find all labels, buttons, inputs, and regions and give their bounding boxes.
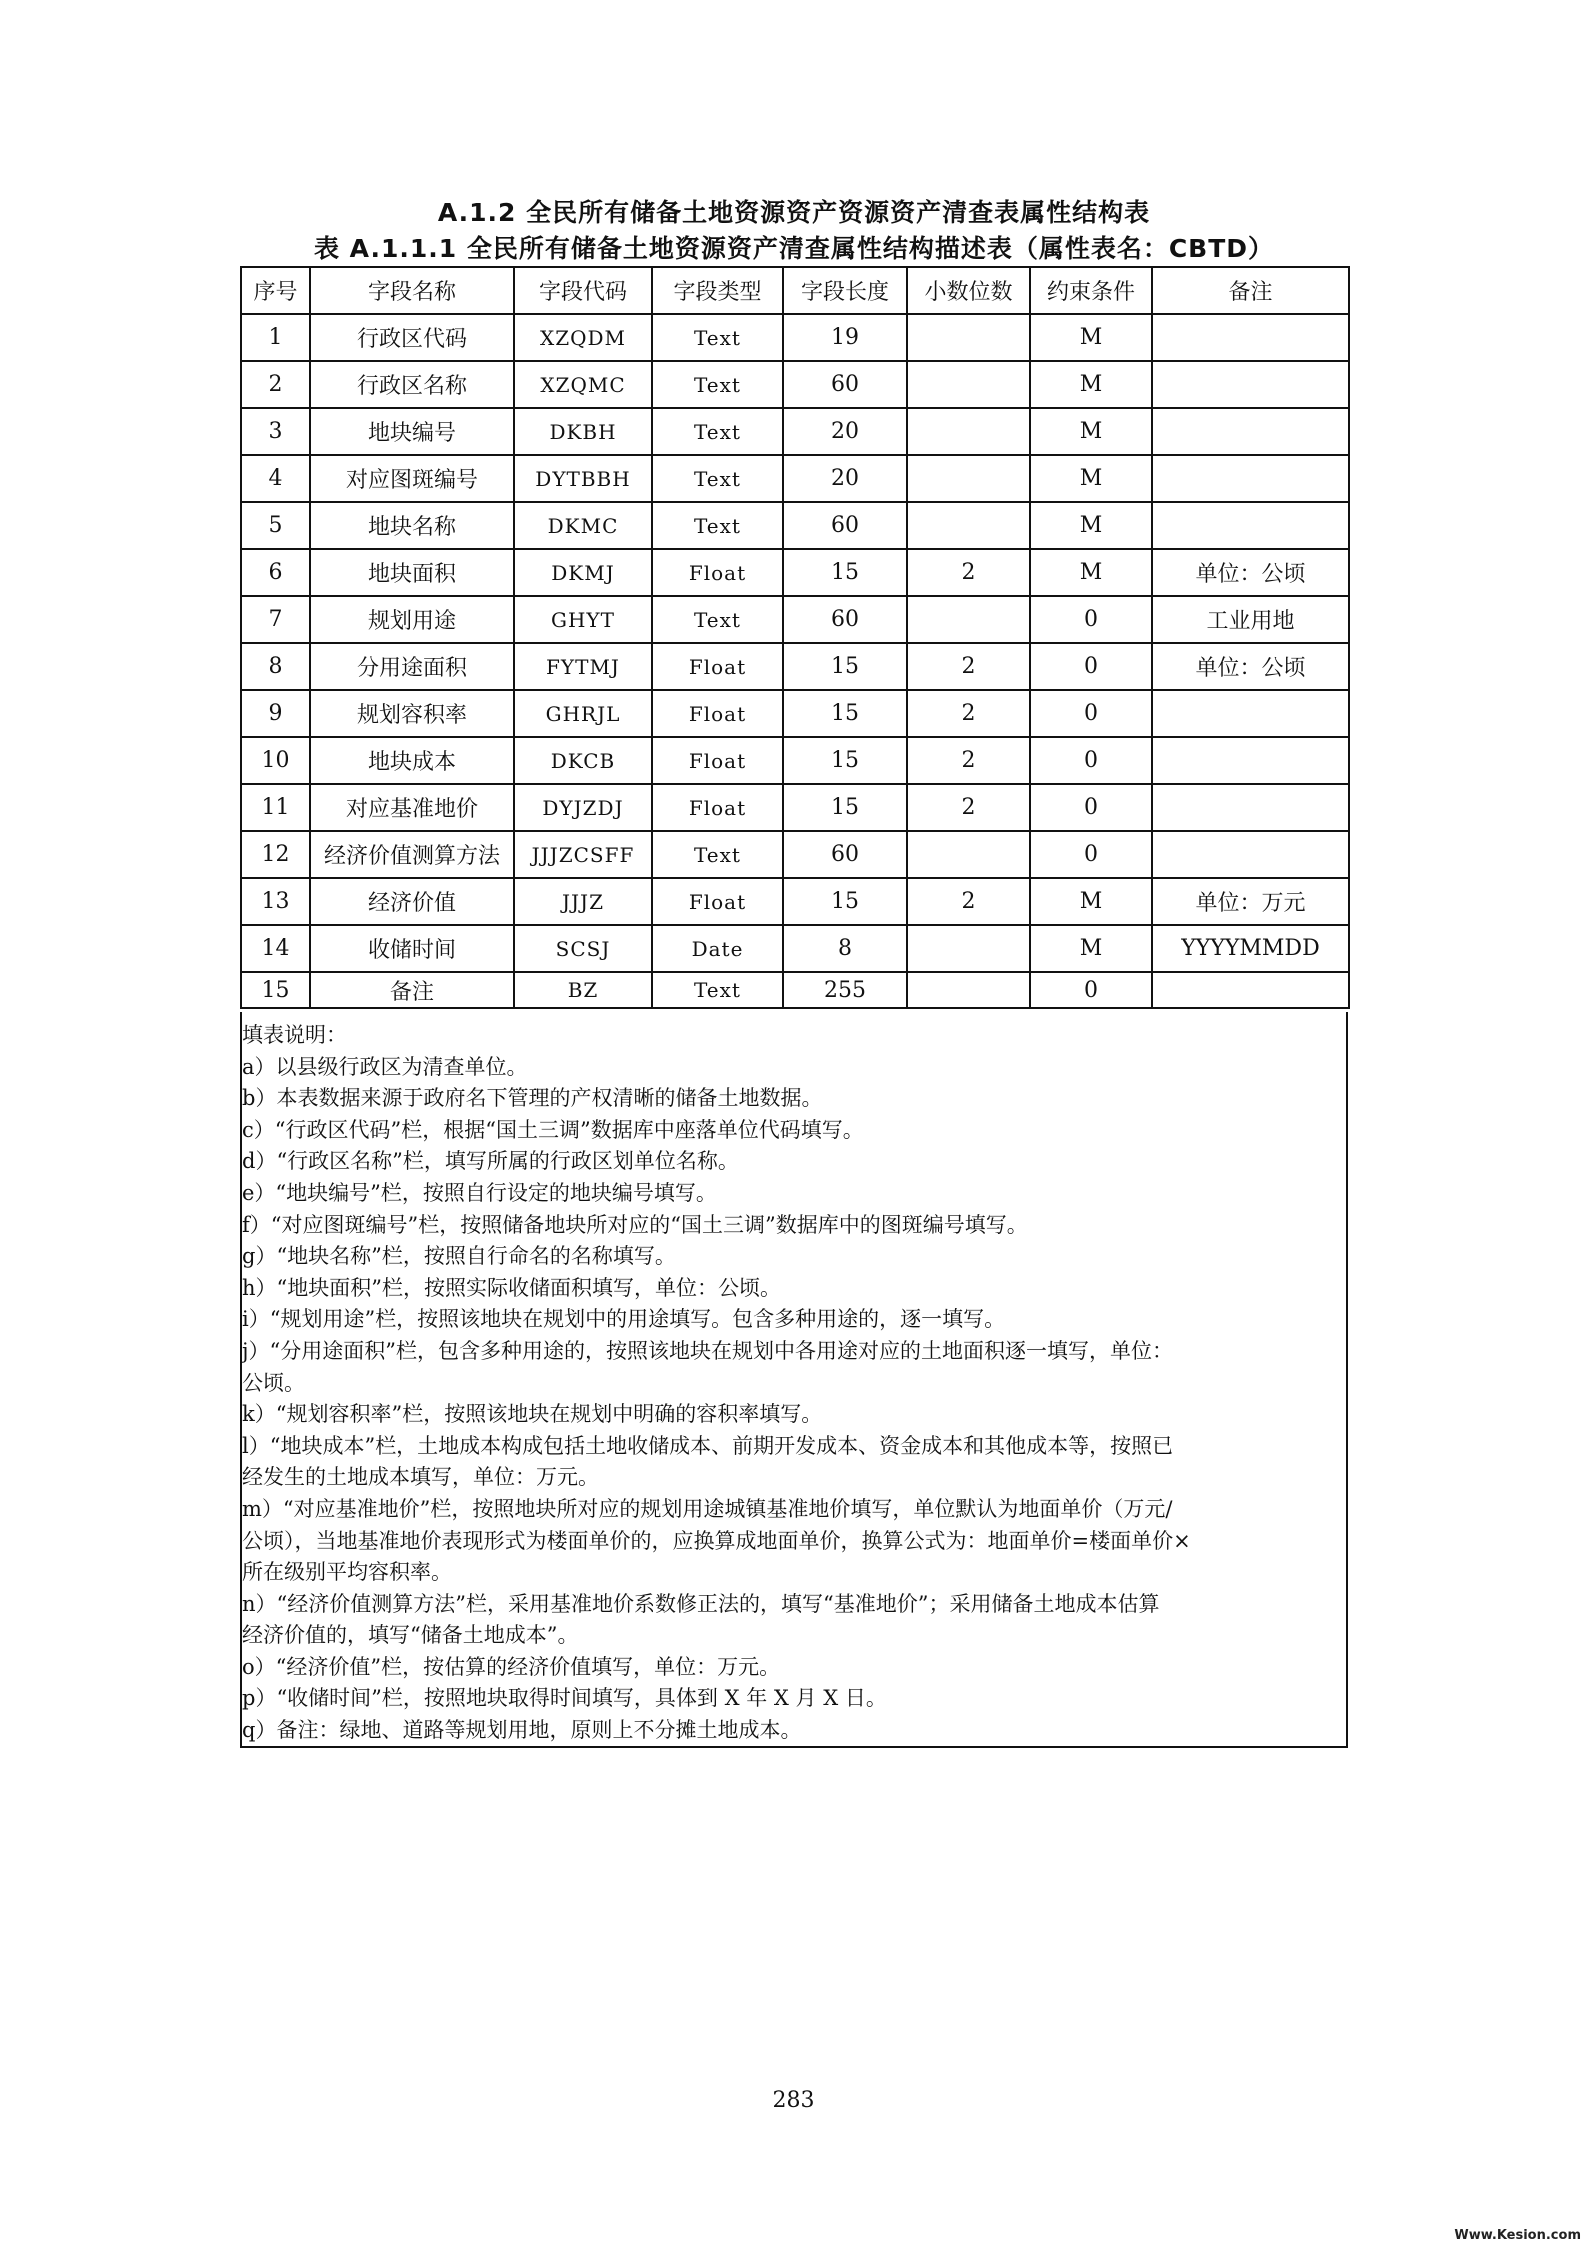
table-row — [241, 690, 1349, 737]
cell-remarks: 单位：公顷 — [1152, 549, 1349, 596]
cell-constraint: M — [1030, 408, 1152, 455]
cell-field-code: SCSJ — [514, 925, 652, 972]
instruction-line: f）“对应图斑编号”栏，按照储备地块所对应的“国土三调”数据库中的图斑编号填写。 — [242, 1212, 1028, 1237]
cell-field-type: Float — [652, 643, 783, 690]
instruction-line: o）“经济价值”栏，按估算的经济价值填写，单位：万元。 — [242, 1654, 781, 1679]
cell-field-name: 对应图斑编号 — [310, 455, 514, 502]
header-field-code: 字段代码 — [514, 267, 652, 314]
table-row — [241, 502, 1349, 549]
cell-decimal-places — [907, 925, 1030, 972]
header-field-name: 字段名称 — [310, 267, 514, 314]
cell-field-length: 60 — [783, 831, 907, 878]
cell-constraint: 0 — [1030, 831, 1152, 878]
instruction-line: q）备注：绿地、道路等规划用地，原则上不分摊土地成本。 — [242, 1718, 802, 1743]
header-field-type: 字段类型 — [652, 267, 783, 314]
cell-decimal-places: 2 — [907, 690, 1030, 737]
cell-index: 15 — [241, 972, 310, 1008]
instruction-line: b）本表数据来源于政府名下管理的产权清晰的储备土地数据。 — [242, 1086, 823, 1111]
cell-index: 14 — [241, 925, 310, 972]
table-row — [241, 878, 1349, 925]
cell-index: 13 — [241, 878, 310, 925]
cell-field-length: 20 — [783, 408, 907, 455]
cell-decimal-places — [907, 408, 1030, 455]
cell-field-type: Text — [652, 596, 783, 643]
instruction-line: m）“对应基准地价”栏，按照地块所对应的规划用途城镇基准地价填写，单位默认为地面单价（万元/ — [242, 1496, 1173, 1521]
instruction-line: j）“分用途面积”栏，包含多种用途的，按照该地块在规划中各用途对应的土地面积逐一填写，单位： — [242, 1338, 1173, 1363]
cell-index: 8 — [241, 643, 310, 690]
cell-decimal-places — [907, 455, 1030, 502]
table-row — [241, 408, 1349, 455]
header-field-length: 字段长度 — [783, 267, 907, 314]
cell-field-length: 255 — [783, 972, 907, 1008]
table-row — [241, 314, 1349, 361]
cell-field-code: DKMC — [514, 502, 652, 549]
cell-field-type: Float — [652, 690, 783, 737]
cell-index: 11 — [241, 784, 310, 831]
fill-instructions — [240, 1012, 1348, 1748]
cell-field-name: 分用途面积 — [310, 643, 514, 690]
cell-field-name: 地块编号 — [310, 408, 514, 455]
instruction-line: d）“行政区名称”栏，填写所属的行政区划单位名称。 — [242, 1149, 739, 1174]
instruction-line: i）“规划用途”栏，按照该地块在规划中的用途填写。包含多种用途的，逐一填写。 — [242, 1307, 1006, 1332]
cell-index: 9 — [241, 690, 310, 737]
cell-index: 2 — [241, 361, 310, 408]
cell-field-length: 60 — [783, 502, 907, 549]
cell-constraint: 0 — [1030, 643, 1152, 690]
cell-field-name: 规划容积率 — [310, 690, 514, 737]
instruction-line: p）“收储时间”栏，按照地块取得时间填写，具体到 X 年 X 月 X 日。 — [242, 1686, 887, 1711]
cell-remarks: YYYYMMDD — [1152, 925, 1349, 972]
cell-field-length: 60 — [783, 361, 907, 408]
instruction-line: l）“地块成本”栏，土地成本构成包括土地收储成本、前期开发成本、资金成本和其他成本等，按照已 — [242, 1433, 1174, 1458]
cell-field-code: FYTMJ — [514, 643, 652, 690]
cell-decimal-places — [907, 972, 1030, 1008]
instruction-line: 公顷），当地基准地价表现形式为楼面单价的，应换算成地面单价，换算公式为：地面单价=楼面单价× — [242, 1528, 1191, 1553]
attribute-structure-table — [240, 266, 1350, 1009]
cell-field-type: Text — [652, 455, 783, 502]
instruction-line: n）“经济价值测算方法”栏，采用基准地价系数修正法的，填写“基准地价”；采用储备土地成本估算 — [242, 1591, 1160, 1616]
cell-constraint: 0 — [1030, 596, 1152, 643]
cell-decimal-places — [907, 502, 1030, 549]
header-constraint: 约束条件 — [1030, 267, 1152, 314]
cell-remarks: 单位：公顷 — [1152, 643, 1349, 690]
cell-constraint: M — [1030, 878, 1152, 925]
cell-field-code: GHRJL — [514, 690, 652, 737]
cell-field-length: 60 — [783, 596, 907, 643]
cell-field-code: DKMJ — [514, 549, 652, 596]
header-index: 序号 — [241, 267, 310, 314]
cell-remarks — [1152, 972, 1349, 1008]
header-remarks: 备注 — [1152, 267, 1349, 314]
cell-constraint: M — [1030, 549, 1152, 596]
cell-field-code: XZQDM — [514, 314, 652, 361]
cell-field-code: DKBH — [514, 408, 652, 455]
instruction-line: 经发生的土地成本填写，单位：万元。 — [242, 1465, 599, 1490]
table-row — [241, 784, 1349, 831]
cell-field-code: DKCB — [514, 737, 652, 784]
instruction-line: c）“行政区代码”栏，根据“国土三调”数据库中座落单位代码填写。 — [242, 1117, 864, 1142]
cell-field-length: 20 — [783, 455, 907, 502]
cell-remarks — [1152, 737, 1349, 784]
cell-decimal-places: 2 — [907, 643, 1030, 690]
instruction-line: 所在级别平均容积率。 — [242, 1560, 452, 1585]
cell-field-length: 15 — [783, 690, 907, 737]
instructions-heading: 填表说明： — [242, 1023, 347, 1047]
cell-field-type: Text — [652, 314, 783, 361]
cell-constraint: M — [1030, 361, 1152, 408]
cell-field-name: 经济价值测算方法 — [310, 831, 514, 878]
cell-field-name: 行政区名称 — [310, 361, 514, 408]
cell-constraint: 0 — [1030, 972, 1152, 1008]
cell-index: 4 — [241, 455, 310, 502]
instruction-line: e）“地块编号”栏，按照自行设定的地块编号填写。 — [242, 1180, 717, 1205]
cell-field-name: 对应基准地价 — [310, 784, 514, 831]
cell-remarks — [1152, 502, 1349, 549]
cell-field-code: GHYT — [514, 596, 652, 643]
instruction-line: k）“规划容积率”栏，按照该地块在规划中明确的容积率填写。 — [242, 1402, 823, 1427]
cell-field-type: Float — [652, 549, 783, 596]
table-row — [241, 831, 1349, 878]
cell-constraint: M — [1030, 925, 1152, 972]
site-watermark: Www.Kesion.com — [1454, 2228, 1581, 2243]
cell-field-length: 15 — [783, 549, 907, 596]
cell-remarks — [1152, 455, 1349, 502]
instruction-line: h）“地块面积”栏，按照实际收储面积填写，单位：公顷。 — [242, 1275, 781, 1300]
cell-decimal-places: 2 — [907, 878, 1030, 925]
instruction-line: a）以县级行政区为清查单位。 — [242, 1054, 528, 1079]
table-row — [241, 361, 1349, 408]
cell-field-length: 15 — [783, 784, 907, 831]
cell-index: 10 — [241, 737, 310, 784]
cell-index: 7 — [241, 596, 310, 643]
instruction-line: g）“地块名称”栏，按照自行命名的名称填写。 — [242, 1244, 676, 1269]
table-row — [241, 972, 1349, 1008]
cell-field-type: Text — [652, 972, 783, 1008]
cell-index: 5 — [241, 502, 310, 549]
header-decimal-places: 小数位数 — [907, 267, 1030, 314]
table-row — [241, 925, 1349, 972]
cell-decimal-places — [907, 831, 1030, 878]
cell-constraint: 0 — [1030, 737, 1152, 784]
cell-constraint: M — [1030, 502, 1152, 549]
cell-decimal-places — [907, 314, 1030, 361]
cell-field-name: 地块成本 — [310, 737, 514, 784]
cell-remarks — [1152, 831, 1349, 878]
cell-decimal-places: 2 — [907, 549, 1030, 596]
cell-field-code: DYJZDJ — [514, 784, 652, 831]
cell-field-type: Float — [652, 784, 783, 831]
cell-field-code: DYTBBH — [514, 455, 652, 502]
cell-field-code: JJJZ — [514, 878, 652, 925]
cell-field-type: Float — [652, 878, 783, 925]
cell-remarks — [1152, 314, 1349, 361]
cell-remarks — [1152, 690, 1349, 737]
cell-field-name: 经济价值 — [310, 878, 514, 925]
cell-constraint: 0 — [1030, 690, 1152, 737]
cell-remarks — [1152, 408, 1349, 455]
cell-field-length: 19 — [783, 314, 907, 361]
cell-field-length: 15 — [783, 878, 907, 925]
cell-field-type: Text — [652, 831, 783, 878]
cell-remarks: 单位：万元 — [1152, 878, 1349, 925]
cell-field-name: 规划用途 — [310, 596, 514, 643]
cell-decimal-places: 2 — [907, 784, 1030, 831]
cell-field-length: 15 — [783, 643, 907, 690]
cell-index: 3 — [241, 408, 310, 455]
instruction-line: 公顷。 — [242, 1370, 305, 1395]
cell-remarks: 工业用地 — [1152, 596, 1349, 643]
cell-field-type: Text — [652, 502, 783, 549]
cell-field-type: Text — [652, 361, 783, 408]
cell-field-name: 行政区代码 — [310, 314, 514, 361]
cell-field-code: JJJZCSFF — [514, 831, 652, 878]
cell-field-name: 备注 — [310, 972, 514, 1008]
page-number: 283 — [772, 2088, 815, 2113]
cell-decimal-places — [907, 361, 1030, 408]
cell-field-name: 地块名称 — [310, 502, 514, 549]
section-title: A.1.2 全民所有储备土地资源资产资源资产清查表属性结构表 — [437, 198, 1151, 227]
cell-field-length: 15 — [783, 737, 907, 784]
cell-remarks — [1152, 784, 1349, 831]
cell-decimal-places — [907, 596, 1030, 643]
cell-field-type: Float — [652, 737, 783, 784]
table-title: 表 A.1.1.1 全民所有储备土地资源资产清查属性结构描述表（属性表名：CBTD） — [313, 234, 1275, 263]
table-header-row — [241, 267, 1349, 314]
table-row — [241, 549, 1349, 596]
cell-decimal-places: 2 — [907, 737, 1030, 784]
cell-index: 6 — [241, 549, 310, 596]
cell-field-code: XZQMC — [514, 361, 652, 408]
cell-field-type: Date — [652, 925, 783, 972]
table-row — [241, 643, 1349, 690]
cell-constraint: M — [1030, 455, 1152, 502]
table-row — [241, 737, 1349, 784]
table-row — [241, 596, 1349, 643]
cell-remarks — [1152, 361, 1349, 408]
cell-constraint: M — [1030, 314, 1152, 361]
cell-index: 1 — [241, 314, 310, 361]
cell-field-type: Text — [652, 408, 783, 455]
cell-field-name: 地块面积 — [310, 549, 514, 596]
cell-index: 12 — [241, 831, 310, 878]
cell-field-length: 8 — [783, 925, 907, 972]
cell-field-code: BZ — [514, 972, 652, 1008]
table-body — [241, 314, 1349, 1008]
cell-field-name: 收储时间 — [310, 925, 514, 972]
cell-constraint: 0 — [1030, 784, 1152, 831]
instruction-line: 经济价值的，填写“储备土地成本”。 — [242, 1623, 579, 1648]
table-row — [241, 455, 1349, 502]
